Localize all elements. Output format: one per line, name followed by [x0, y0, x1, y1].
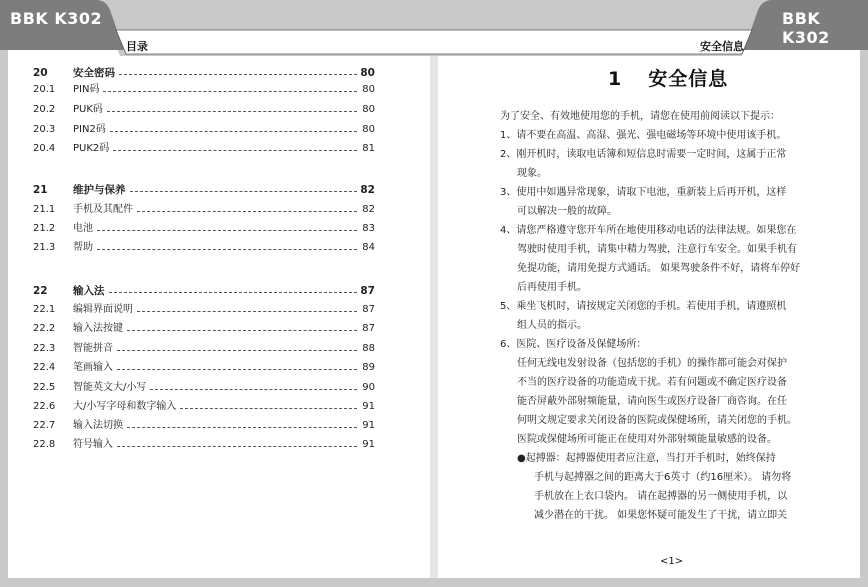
brand-left: BBK K302	[10, 9, 103, 28]
toc-number: 20.2	[33, 104, 56, 115]
toc-entry[interactable]	[33, 303, 375, 317]
toc-entry[interactable]	[33, 322, 375, 336]
toc-leader	[180, 408, 357, 409]
toc-entry[interactable]	[33, 438, 375, 452]
toc-leader	[109, 292, 358, 293]
toc-title: 输入法切换	[73, 420, 123, 431]
toc-page: 88	[362, 343, 375, 354]
toc-entry[interactable]	[33, 361, 375, 375]
toc-title: 输入法	[73, 285, 105, 297]
toc-number: 22.5	[33, 382, 56, 393]
toc-number: 21.2	[33, 223, 56, 234]
text-line: 任何无线电发射设备（包括您的手机）的操作都可能会对保护	[517, 358, 787, 369]
toc-title: PIN2码	[73, 124, 106, 135]
toc-entry[interactable]	[33, 66, 375, 80]
text-line: ●起搏器：起搏器使用者应注意，当打开手机时，始终保持	[517, 453, 776, 464]
toc-page: 91	[362, 439, 375, 450]
toc-title: PUK码	[73, 104, 103, 115]
toc-entry[interactable]	[33, 203, 375, 217]
toc-number: 21.1	[33, 204, 56, 215]
toc-leader	[110, 131, 357, 132]
toc-leader	[97, 230, 357, 231]
toc-title: 手机及其配件	[73, 204, 133, 215]
toc-leader	[117, 369, 357, 370]
brand-right: BBK K302	[782, 9, 830, 47]
toc-title: 智能英文大/小写	[73, 382, 147, 393]
center-divider	[430, 56, 438, 578]
toc-entry[interactable]	[33, 381, 375, 395]
toc-title: 编辑界面说明	[73, 304, 133, 315]
text-line: 手机放在上衣口袋内。 请在起搏器的另一侧使用手机，以	[534, 491, 788, 502]
section-title-text: 安全信息	[648, 68, 729, 90]
text-line: 3、使用中如遇异常现象，请取下电池，重新装上后再开机，这样	[500, 187, 787, 198]
toc-entry[interactable]	[33, 400, 375, 414]
toc-page: 84	[362, 242, 375, 253]
toc-entry[interactable]	[33, 142, 375, 156]
text-line: 2、刚开机时，读取电话簿和短信息时需要一定时间，这属于正常	[500, 149, 787, 160]
left-header-label: 目录	[126, 40, 148, 53]
toc-entry[interactable]	[33, 183, 375, 197]
text-line: 为了安全、有效地使用您的手机，请您在使用前阅读以下提示：	[500, 111, 780, 122]
toc-number: 22.3	[33, 343, 56, 354]
toc-number: 21.3	[33, 242, 56, 253]
text-line: 后再使用手机。	[517, 282, 587, 293]
toc-leader	[137, 211, 357, 212]
toc-title: 大/小写字母和数字输入	[73, 401, 177, 412]
toc-leader	[113, 150, 357, 151]
toc-entry[interactable]	[33, 222, 375, 236]
toc-leader	[127, 330, 357, 331]
toc-entry[interactable]	[33, 103, 375, 117]
text-line: 不当的医疗设备的功能造成干扰。若有问题或不确定医疗设备	[517, 377, 787, 388]
toc-number: 20	[33, 67, 48, 79]
toc-title: PUK2码	[73, 143, 110, 154]
toc-page: 80	[362, 84, 375, 95]
toc-entry[interactable]	[33, 419, 375, 433]
toc-leader	[127, 427, 357, 428]
toc-leader	[137, 311, 357, 312]
toc-entry[interactable]	[33, 241, 375, 255]
toc-leader	[117, 350, 357, 351]
toc-title: 安全密码	[73, 67, 115, 79]
toc-number: 22.1	[33, 304, 56, 315]
toc-leader	[107, 111, 357, 112]
toc-title: 笔画输入	[73, 362, 113, 373]
text-line: 5、乘坐飞机时，请按规定关闭您的手机。若使用手机，请遵照机	[500, 301, 787, 312]
toc-title: 电池	[73, 223, 93, 234]
text-line: 何明文规定要求关闭设备的医院或保健场所，请关闭您的手机。	[517, 415, 797, 426]
toc-title: 输入法按键	[73, 323, 123, 334]
text-line: 减少潜在的干扰。 如果您怀疑可能发生了干扰，请立即关	[534, 510, 788, 521]
toc-title: PIN码	[73, 84, 100, 95]
toc-leader	[150, 389, 357, 390]
toc-page: 81	[362, 143, 375, 154]
toc-title: 符号输入	[73, 439, 113, 450]
toc-page: 87	[360, 285, 375, 297]
toc-page: 80	[360, 67, 375, 79]
section-number: 1	[608, 68, 623, 90]
toc-leader	[130, 191, 358, 192]
toc-title: 维护与保养	[73, 184, 126, 196]
toc-page: 89	[362, 362, 375, 373]
text-line: 现象。	[517, 168, 547, 179]
toc-page: 91	[362, 401, 375, 412]
text-line: 可以解决一般的故障。	[517, 206, 617, 217]
text-line: 手机与起搏器之间的距离大于6英寸（约16厘米）。 请勿将	[534, 472, 792, 483]
toc-page: 80	[362, 104, 375, 115]
toc-number: 22.8	[33, 439, 56, 450]
toc-entry[interactable]	[33, 284, 375, 298]
toc-title: 智能拼音	[73, 343, 113, 354]
text-line: 驾驶时使用手机，请集中精力驾驶，注意行车安全。如果手机有	[517, 244, 797, 255]
text-line: 组人员的指示。	[517, 320, 587, 331]
toc-page: 90	[362, 382, 375, 393]
toc-number: 21	[33, 184, 48, 196]
page-number: <1>	[660, 556, 684, 567]
toc-entry[interactable]	[33, 342, 375, 356]
toc-number: 20.3	[33, 124, 56, 135]
safety-text	[500, 107, 842, 525]
toc-page: 83	[362, 223, 375, 234]
toc-page: 87	[362, 304, 375, 315]
text-line: 6、医院、医疗设备及保健场所：	[500, 339, 647, 350]
toc-entry[interactable]	[33, 123, 375, 137]
toc-page: 82	[362, 204, 375, 215]
toc-number: 22.6	[33, 401, 56, 412]
toc-number: 20.4	[33, 143, 56, 154]
toc-leader	[97, 249, 357, 250]
text-line: 免提功能，请用免提方式通话。 如果驾驶条件不好，请将车停好	[517, 263, 801, 274]
toc-number: 22.2	[33, 323, 56, 334]
section-title	[608, 64, 728, 91]
toc-leader	[119, 74, 357, 75]
toc-number: 22	[33, 285, 48, 297]
right-header-label: 安全信息	[700, 40, 744, 53]
toc-page: 82	[360, 184, 375, 196]
toc-page: 87	[362, 323, 375, 334]
text-line: 能否屏蔽外部射频能量，请向医生或医疗设备厂商咨询。在任	[517, 396, 787, 407]
toc-title: 帮助	[73, 242, 93, 253]
toc-number: 22.7	[33, 420, 56, 431]
toc-entry[interactable]	[33, 83, 375, 97]
text-line: 4、请您严格遵守您开车所在地使用移动电话的法律法规。如果您在	[500, 225, 797, 236]
text-line: 医院或保健场所可能正在使用对外部射频能量敏感的设备。	[517, 434, 777, 445]
toc-leader	[117, 446, 357, 447]
toc-leader	[103, 91, 357, 92]
toc-page: 91	[362, 420, 375, 431]
toc-page: 80	[362, 124, 375, 135]
toc-number: 20.1	[33, 84, 56, 95]
text-line: 1、请不要在高温、高湿、强光、强电磁场等环境中使用该手机。	[500, 130, 787, 141]
toc-number: 22.4	[33, 362, 56, 373]
